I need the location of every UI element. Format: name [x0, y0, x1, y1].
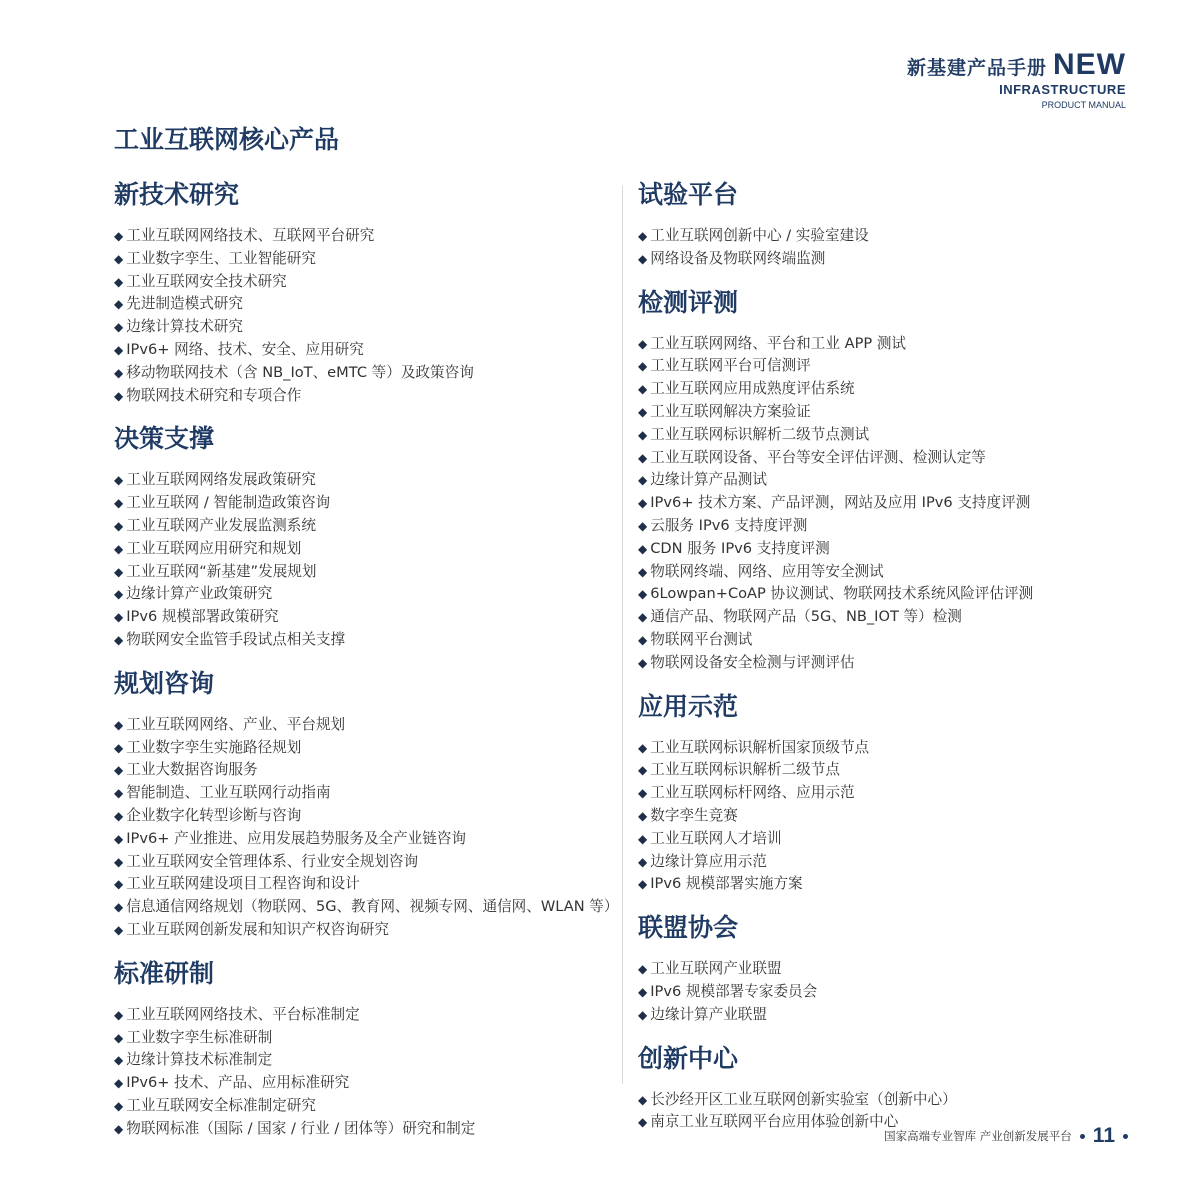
section	[638, 689, 1108, 897]
list-item-text: 物联网技术研究和专项合作	[126, 386, 302, 404]
diamond-bullet-icon: ◆	[114, 564, 124, 579]
list-item	[114, 271, 614, 294]
footer-tagline: 国家高端专业智库 产业创新发展平台	[884, 1129, 1072, 1143]
list-item-text: 工业互联网标识解析二级节点	[650, 761, 840, 779]
diamond-bullet-icon: ◆	[114, 297, 124, 312]
list-item	[114, 737, 614, 760]
diamond-bullet-icon: ◆	[638, 763, 648, 778]
list-item-text: 信息通信网络规划（物联网、5G、教育网、视频专网、通信网、WLAN 等）	[126, 898, 619, 916]
section	[114, 956, 614, 1141]
diamond-bullet-icon: ◆	[114, 1076, 124, 1091]
list-item	[114, 385, 614, 408]
list-item-text: 边缘计算应用示范	[650, 852, 767, 870]
list-item	[114, 583, 614, 606]
list-item-text: 工业互联网安全标准制定研究	[126, 1096, 316, 1114]
diamond-bullet-icon: ◆	[114, 877, 124, 892]
diamond-bullet-icon: ◆	[114, 831, 124, 846]
diamond-bullet-icon: ◆	[114, 365, 124, 380]
list-item	[114, 316, 614, 339]
section	[114, 666, 619, 942]
list-item	[114, 606, 614, 629]
list-item	[638, 469, 1108, 492]
diamond-bullet-icon: ◆	[114, 854, 124, 869]
list-item	[114, 896, 619, 919]
list-item	[638, 538, 1108, 561]
diamond-bullet-icon: ◆	[114, 1121, 124, 1136]
list-item	[638, 333, 1108, 356]
brand-title-cn: 新基建产品手册	[906, 57, 1047, 79]
list-item	[638, 652, 1108, 675]
list-item	[638, 873, 1108, 896]
list-item	[638, 248, 1108, 271]
list-item	[638, 378, 1108, 401]
list-item-text: 6Lowpan+CoAP 协议测试、物联网技术系统风险评估评测	[650, 585, 1034, 603]
section-item-list	[114, 1004, 614, 1141]
section	[638, 285, 1108, 675]
list-item-text: IPv6+ 产业推进、应用发展趋势服务及全产业链咨询	[126, 829, 467, 847]
list-item	[114, 1049, 614, 1072]
list-item	[114, 828, 614, 851]
diamond-bullet-icon: ◆	[114, 541, 124, 556]
list-item	[114, 225, 614, 248]
list-item	[114, 1095, 614, 1118]
diamond-bullet-icon: ◆	[114, 1098, 124, 1113]
section	[114, 421, 614, 651]
diamond-bullet-icon: ◆	[114, 1053, 124, 1068]
footer-dot-left	[1080, 1134, 1085, 1139]
list-item-text: 边缘计算技术研究	[126, 318, 243, 336]
list-item-text: 南京工业互联网平台应用体验创新中心	[650, 1113, 899, 1131]
diamond-bullet-icon: ◆	[638, 1092, 648, 1107]
list-item	[638, 828, 1108, 851]
list-item	[638, 958, 1108, 981]
diamond-bullet-icon: ◆	[114, 740, 124, 755]
list-item	[638, 225, 1108, 248]
brand-title-row	[907, 50, 1126, 80]
list-item	[638, 805, 1108, 828]
list-item	[114, 782, 614, 805]
section-title: 试验平台	[638, 180, 739, 209]
list-item-text: 工业互联网设备、平台等安全评估评测、检测认定等	[650, 448, 986, 466]
list-item	[638, 851, 1108, 874]
diamond-bullet-icon: ◆	[638, 655, 648, 670]
list-item	[638, 1004, 1108, 1027]
list-item-text: 工业互联网网络、平台和工业 APP 测试	[650, 334, 907, 352]
diamond-bullet-icon: ◆	[638, 229, 648, 243]
diamond-bullet-icon: ◆	[114, 274, 124, 289]
list-item-text: 智能制造、工业互联网行动指南	[126, 784, 331, 802]
diamond-bullet-icon: ◆	[114, 518, 124, 533]
list-item-text: 边缘计算产品测试	[650, 471, 767, 489]
list-item-text: 工业互联网安全技术研究	[126, 272, 287, 290]
diamond-bullet-icon: ◆	[638, 496, 648, 511]
list-item-text: 工业互联网标杆网络、应用示范	[650, 784, 855, 802]
diamond-bullet-icon: ◆	[638, 473, 648, 488]
section-title: 新技术研究	[114, 180, 240, 209]
section	[114, 177, 614, 407]
list-item	[638, 737, 1108, 760]
list-item-text: 工业互联网建设项目工程咨询和设计	[126, 875, 360, 893]
list-item-text: 工业互联网网络发展政策研究	[126, 471, 316, 489]
list-item-text: IPv6 规模部署专家委员会	[650, 982, 818, 1000]
list-item	[114, 515, 614, 538]
footer-dot-right	[1123, 1134, 1128, 1139]
section-item-list	[114, 469, 614, 651]
diamond-bullet-icon: ◆	[114, 717, 124, 732]
diamond-bullet-icon: ◆	[638, 404, 648, 419]
list-item-text: 云服务 IPv6 支持度评测	[650, 516, 808, 534]
list-item	[638, 355, 1108, 378]
list-item-text: 物联网设备安全检测与评测评估	[650, 653, 855, 671]
list-item-text: 工业互联网创新发展和知识产权咨询研究	[126, 920, 389, 938]
list-item	[114, 1118, 614, 1141]
list-item-text: 工业互联网人才培训	[650, 829, 782, 847]
diamond-bullet-icon: ◆	[638, 877, 648, 892]
list-item-text: 物联网标准（国际 / 国家 / 行业 / 团体等）研究和制定	[126, 1119, 476, 1137]
diamond-bullet-icon: ◆	[114, 786, 124, 801]
brand-subtitle-infrastructure: INFRASTRUCTURE	[999, 82, 1126, 97]
list-item-text: 通信产品、物联网产品（5G、NB_IOT 等）检测	[650, 608, 962, 626]
section-item-list	[638, 333, 1108, 675]
list-item-text: 移动物联网技术（含 NB_IoT、eMTC 等）及政策咨询	[126, 363, 474, 381]
diamond-bullet-icon: ◆	[638, 587, 648, 602]
page-footer	[884, 1124, 1128, 1148]
list-item	[114, 714, 614, 737]
list-item	[638, 447, 1108, 470]
list-item	[114, 851, 614, 874]
section-item-list	[114, 225, 614, 407]
diamond-bullet-icon: ◆	[114, 1007, 124, 1022]
list-item	[638, 515, 1108, 538]
brand-header	[907, 50, 1126, 110]
diamond-bullet-icon: ◆	[114, 229, 124, 243]
diamond-bullet-icon: ◆	[638, 740, 648, 755]
list-item-text: IPv6 规模部署政策研究	[126, 608, 279, 626]
list-item-text: 数字孪生竞赛	[650, 806, 738, 824]
diamond-bullet-icon: ◆	[638, 251, 648, 266]
page-title: 工业互联网核心产品	[114, 125, 340, 154]
section-title: 联盟协会	[638, 913, 739, 943]
section	[638, 1041, 1108, 1135]
list-item-text: 工业互联网标识解析国家顶级节点	[650, 738, 870, 756]
diamond-bullet-icon: ◆	[638, 427, 648, 442]
diamond-bullet-icon: ◆	[638, 450, 648, 465]
list-item	[638, 583, 1108, 606]
list-item	[638, 759, 1108, 782]
diamond-bullet-icon: ◆	[114, 610, 124, 625]
list-item-text: 工业互联网安全管理体系、行业安全规划咨询	[126, 852, 419, 870]
list-item-text: 工业互联网 / 智能制造政策咨询	[126, 494, 331, 512]
right-column	[638, 177, 1108, 1134]
list-item-text: 工业数字孪生实施路径规划	[126, 738, 302, 756]
diamond-bullet-icon: ◆	[638, 808, 648, 823]
section-title: 标准研制	[114, 958, 215, 988]
list-item	[638, 629, 1108, 652]
section-title: 创新中心	[638, 1043, 739, 1073]
list-item-text: 边缘计算产业联盟	[650, 1005, 767, 1023]
section-title: 规划咨询	[114, 668, 215, 698]
brand-title-en: NEW	[1053, 48, 1126, 81]
diamond-bullet-icon: ◆	[638, 854, 648, 869]
list-item-text: 工业互联网应用成熟度评估系统	[650, 380, 855, 398]
list-item	[114, 492, 614, 515]
diamond-bullet-icon: ◆	[114, 1030, 124, 1045]
list-item-text: 企业数字化转型诊断与咨询	[126, 806, 302, 824]
list-item	[114, 362, 614, 385]
list-item-text: 工业互联网产业发展监测系统	[126, 516, 316, 534]
list-item	[638, 606, 1108, 629]
list-item	[114, 1004, 614, 1027]
brand-subtitle-product-manual: PRODUCT MANUAL	[1041, 100, 1126, 110]
section	[638, 177, 1108, 271]
list-item-text: 工业互联网标识解析二级节点测试	[650, 425, 870, 443]
list-item-text: 物联网安全监管手段试点相关支撑	[126, 630, 346, 648]
list-item	[638, 424, 1108, 447]
page-number: 11	[1092, 1124, 1115, 1147]
diamond-bullet-icon: ◆	[638, 831, 648, 846]
left-column	[114, 177, 619, 1141]
diamond-bullet-icon: ◆	[114, 763, 124, 778]
diamond-bullet-icon: ◆	[638, 962, 648, 977]
list-item	[114, 1072, 614, 1095]
section-item-list	[638, 737, 1108, 897]
list-item-text: 工业互联网“新基建”发展规划	[126, 562, 317, 580]
section	[638, 910, 1108, 1026]
diamond-bullet-icon: ◆	[114, 922, 124, 937]
list-item-text: 先进制造模式研究	[126, 295, 243, 313]
list-item	[114, 561, 614, 584]
diamond-bullet-icon: ◆	[638, 382, 648, 397]
section-title: 应用示范	[638, 691, 739, 721]
list-item	[638, 981, 1108, 1004]
diamond-bullet-icon: ◆	[114, 388, 124, 403]
diamond-bullet-icon: ◆	[638, 336, 648, 351]
section-item-list	[114, 714, 619, 942]
list-item-text: 网络设备及物联网终端监测	[650, 249, 826, 267]
list-item	[114, 805, 614, 828]
diamond-bullet-icon: ◆	[638, 359, 648, 374]
list-item	[114, 293, 614, 316]
section-item-list	[638, 225, 1108, 271]
list-item-text: 工业大数据咨询服务	[126, 761, 258, 779]
section-item-list	[638, 958, 1108, 1026]
list-item-text: IPv6+ 网络、技术、安全、应用研究	[126, 340, 364, 358]
diamond-bullet-icon: ◆	[114, 587, 124, 602]
list-item-text: 工业数字孪生标准研制	[126, 1028, 273, 1046]
diamond-bullet-icon: ◆	[114, 496, 124, 511]
section-title: 检测评测	[638, 287, 739, 317]
list-item	[638, 1089, 1108, 1112]
list-item-text: IPv6+ 技术方案、产品评测，网站及应用 IPv6 支持度评测	[650, 494, 1031, 512]
diamond-bullet-icon: ◆	[638, 518, 648, 533]
list-item-text: 工业互联网网络技术、平台标准制定	[126, 1005, 360, 1023]
diamond-bullet-icon: ◆	[114, 900, 124, 915]
section-title: 决策支撑	[114, 424, 215, 454]
list-item-text: 工业互联网网络、产业、平台规划	[126, 715, 346, 733]
diamond-bullet-icon: ◆	[638, 610, 648, 625]
list-item	[638, 782, 1108, 805]
list-item	[638, 492, 1108, 515]
list-item-text: IPv6+ 技术、产品、应用标准研究	[126, 1074, 350, 1092]
diamond-bullet-icon: ◆	[114, 320, 124, 335]
list-item-text: 物联网终端、网络、应用等安全测试	[650, 562, 884, 580]
list-item	[114, 248, 614, 271]
list-item-text: 工业互联网应用研究和规划	[126, 539, 302, 557]
column-divider	[622, 186, 623, 1084]
list-item	[638, 401, 1108, 424]
list-item-text: 长沙经开区工业互联网创新实验室（创新中心）	[650, 1090, 957, 1108]
list-item	[114, 1027, 614, 1050]
list-item	[114, 919, 614, 942]
diamond-bullet-icon: ◆	[114, 251, 124, 266]
list-item	[114, 538, 614, 561]
list-item-text: 边缘计算产业政策研究	[126, 585, 273, 603]
diamond-bullet-icon: ◆	[638, 564, 648, 579]
list-item	[114, 339, 614, 362]
list-item	[114, 469, 614, 492]
list-item-text: 工业互联网解决方案验证	[650, 402, 811, 420]
diamond-bullet-icon: ◆	[114, 808, 124, 823]
diamond-bullet-icon: ◆	[638, 1007, 648, 1022]
list-item	[114, 629, 614, 652]
diamond-bullet-icon: ◆	[638, 786, 648, 801]
diamond-bullet-icon: ◆	[114, 342, 124, 357]
list-item-text: 工业互联网创新中心 / 实验室建设	[650, 227, 869, 244]
list-item	[114, 759, 614, 782]
list-item-text: 工业互联网平台可信测评	[650, 357, 811, 375]
list-item	[114, 873, 614, 896]
diamond-bullet-icon: ◆	[638, 984, 648, 999]
diamond-bullet-icon: ◆	[638, 541, 648, 556]
list-item-text: 工业数字孪生、工业智能研究	[126, 249, 316, 267]
diamond-bullet-icon: ◆	[114, 473, 124, 488]
diamond-bullet-icon: ◆	[638, 632, 648, 647]
diamond-bullet-icon: ◆	[114, 632, 124, 647]
list-item-text: 物联网平台测试	[650, 630, 753, 648]
list-item-text: 边缘计算技术标准制定	[126, 1051, 273, 1069]
diamond-bullet-icon: ◆	[638, 1115, 648, 1130]
list-item-text: CDN 服务 IPv6 支持度评测	[650, 539, 830, 557]
list-item	[638, 561, 1108, 584]
list-item-text: 工业互联网产业联盟	[650, 960, 782, 978]
list-item-text: 工业互联网网络技术、互联网平台研究	[126, 227, 375, 244]
list-item-text: IPv6 规模部署实施方案	[650, 875, 803, 893]
